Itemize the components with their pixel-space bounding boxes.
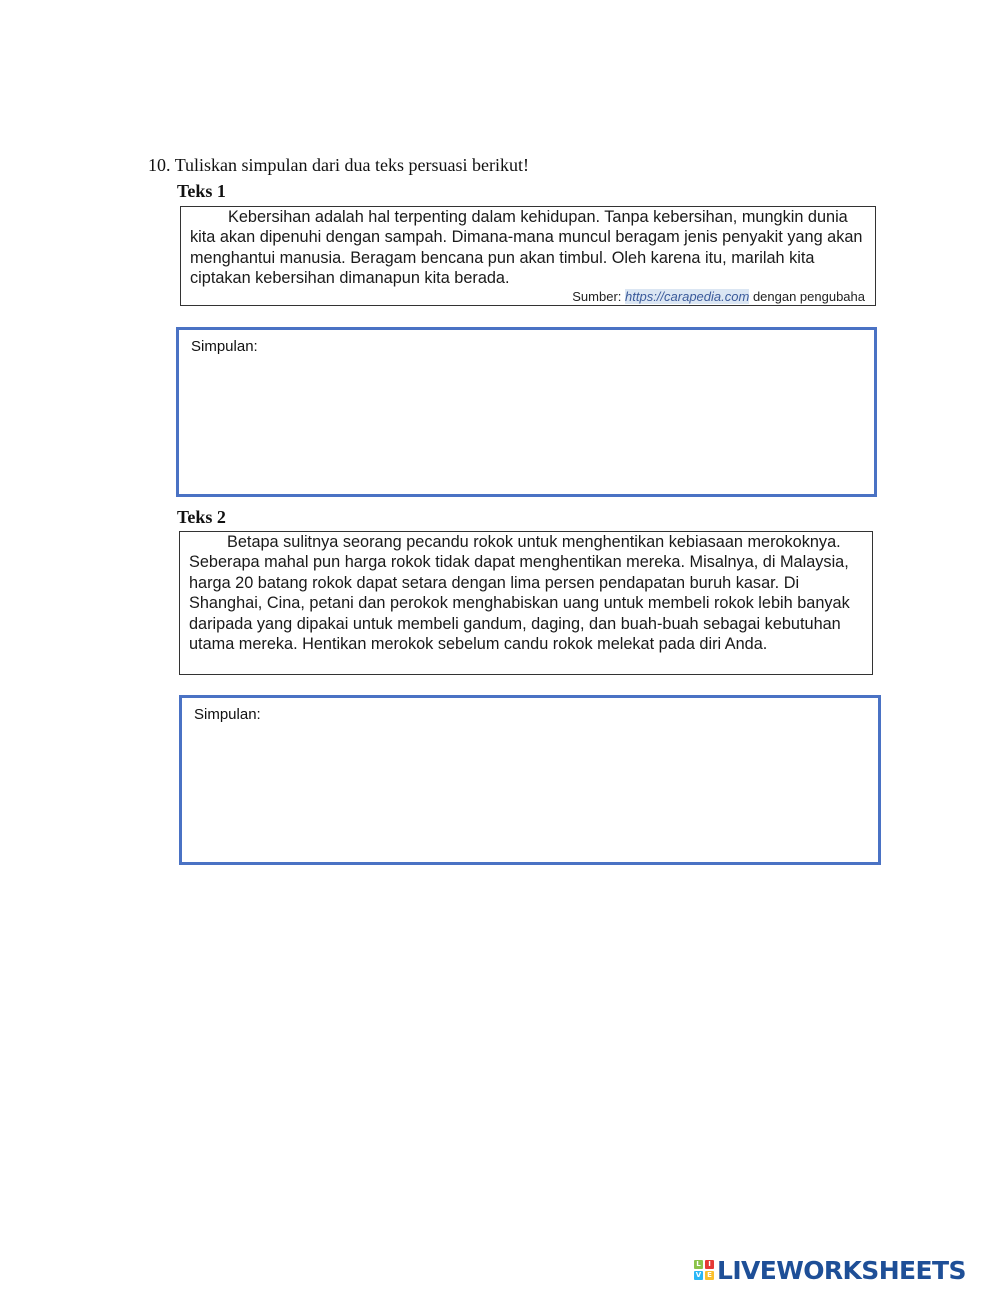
- question-title: [148, 155, 529, 176]
- question-prompt: Tuliskan simpulan dari dua teks persuasi berikut!: [174, 155, 529, 175]
- source-suffix: dengan pengubaha: [752, 289, 865, 304]
- source-prefix: Sumber:: [572, 289, 622, 304]
- teks2-body: Betapa sulitnya seorang pecandu rokok untuk menghentikan kebiasaan merokoknya. Seberapa mahal pun harga rokok tidak dapat menghentikan mereka. Misalnya, di Malaysia, harga 20 batang rokok dapat setara dengan lima persen pendapatan buruh kasar. Di Shanghai, Cina, petani dan perokok menghabiskan uang untuk membeli rokok lebih banyak daripada yang dipakai untuk membeli gandum, daging, dan buah-buah sebagai kebutuhan utama mereka. Hentikan merokok sebelum candu rokok melekat pada diri Anda.: [189, 533, 850, 654]
- teks2-answer-input[interactable]: [192, 732, 868, 852]
- logo-letter-e: E: [705, 1271, 714, 1280]
- logo-letter-v: V: [695, 1271, 702, 1279]
- teks1-body: Kebersihan adalah hal terpenting dalam kehidupan. Tanpa kebersihan, mungkin dunia kita akan dipenuhi dengan sampah. Dimana-mana muncul beragam jenis penyakit yang akan menghantui manusia. Beragam bencana pun akan timbul. Oleh karena itu, marilah kita ciptakan kebersihan dimanapun kita berada.: [190, 208, 863, 288]
- teks2-answer-label: Simpulan:: [194, 706, 261, 723]
- brand-name: LIVEWORKSHEETS: [717, 1255, 966, 1285]
- teks1-source: [572, 288, 865, 305]
- source-link[interactable]: https://carapedia.com: [625, 289, 750, 304]
- teks1-passage: [180, 206, 876, 306]
- teks2-label: Teks 2: [177, 507, 226, 527]
- logo-letter-i: I: [705, 1260, 714, 1269]
- teks1-answer-box[interactable]: [176, 327, 877, 497]
- liveworksheets-logo-icon: [694, 1260, 714, 1280]
- teks1-label: Teks 1: [177, 181, 226, 201]
- logo-letter-l: L: [694, 1260, 703, 1269]
- teks1-answer-label: Simpulan:: [191, 338, 258, 355]
- liveworksheets-logo[interactable]: [694, 1255, 966, 1285]
- teks1-answer-input[interactable]: [189, 364, 864, 484]
- teks2-answer-box[interactable]: [179, 695, 881, 865]
- question-number: 10.: [148, 155, 171, 175]
- teks2-passage: [179, 531, 873, 675]
